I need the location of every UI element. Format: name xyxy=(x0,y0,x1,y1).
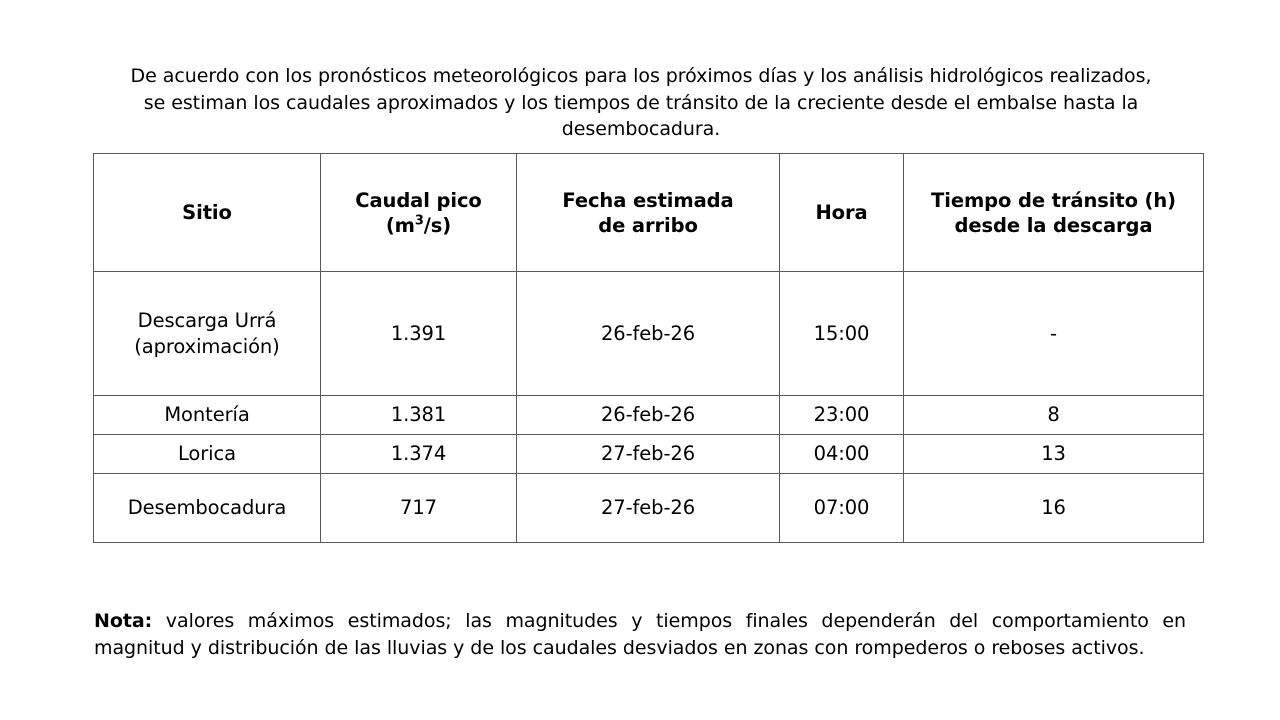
cell-tiempo-transito: 8 xyxy=(904,396,1204,435)
cell-fecha: 27-feb-26 xyxy=(517,435,780,474)
column-header-fecha-line1: Fecha estimada xyxy=(562,188,734,212)
cell-hora: 04:00 xyxy=(780,435,904,474)
note-body: valores máximos estimados; las magnitudes y tiempos finales dependerán del comportamiento en magnitud y distribución de las lluvias y de los caudales desviados en zonas con rompederos o reboses activos. xyxy=(94,610,1186,659)
column-header-tiempo-transito xyxy=(904,154,1204,272)
column-header-tiempo-line1: Tiempo de tránsito (h) xyxy=(931,188,1176,212)
cell-tiempo-transito: 13 xyxy=(904,435,1204,474)
table-row xyxy=(94,474,1204,543)
column-header-tiempo-line2: desde la descarga xyxy=(954,213,1153,237)
column-header-hora-label: Hora xyxy=(815,201,868,224)
table-header-row xyxy=(94,154,1204,272)
cell-sitio: Montería xyxy=(94,396,321,435)
table-header xyxy=(94,154,1204,272)
forecast-table-container xyxy=(93,153,1203,543)
cell-fecha: 27-feb-26 xyxy=(517,474,780,543)
column-header-fecha-estimada xyxy=(517,154,780,272)
cell-sitio-line1: Descarga Urrá xyxy=(137,309,277,332)
table-row xyxy=(94,396,1204,435)
table-body xyxy=(94,272,1204,543)
column-header-sitio-label: Sitio xyxy=(182,201,232,224)
column-header-caudal-unit-suffix: /s) xyxy=(423,213,452,237)
cell-sitio: Lorica xyxy=(94,435,321,474)
column-header-fecha-line2: de arribo xyxy=(598,213,698,237)
cell-caudal: 717 xyxy=(321,474,517,543)
cell-fecha: 26-feb-26 xyxy=(517,272,780,396)
column-header-caudal-unit-prefix: (m xyxy=(385,213,415,237)
cell-caudal: 1.381 xyxy=(321,396,517,435)
cell-tiempo-transito: - xyxy=(904,272,1204,396)
cell-fecha: 26-feb-26 xyxy=(517,396,780,435)
cell-sitio-line2: (aproximación) xyxy=(134,334,280,358)
cell-tiempo-transito: 16 xyxy=(904,474,1204,543)
cell-hora: 23:00 xyxy=(780,396,904,435)
cell-hora: 15:00 xyxy=(780,272,904,396)
column-header-sitio xyxy=(94,154,321,272)
table-row xyxy=(94,435,1204,474)
cell-sitio: Desembocadura xyxy=(94,474,321,543)
column-header-hora xyxy=(780,154,904,272)
note-label: Nota: xyxy=(94,610,153,632)
cell-sitio xyxy=(94,272,321,396)
column-header-caudal-unit-superscript: 3 xyxy=(414,213,424,228)
column-header-caudal-line1: Caudal pico xyxy=(355,188,482,212)
table-row xyxy=(94,272,1204,396)
intro-paragraph: De acuerdo con los pronósticos meteorológicos para los próximos días y los análisis hidrológicos realizados, se estiman los caudales aproximados y los tiempos de tránsito de la creciente desde el embalse hasta la desembocadura. xyxy=(130,65,1152,140)
column-header-caudal-pico xyxy=(321,154,517,272)
note-paragraph xyxy=(94,608,1186,661)
cell-hora: 07:00 xyxy=(780,474,904,543)
cell-caudal: 1.391 xyxy=(321,272,517,396)
cell-caudal: 1.374 xyxy=(321,435,517,474)
forecast-table xyxy=(93,153,1204,543)
